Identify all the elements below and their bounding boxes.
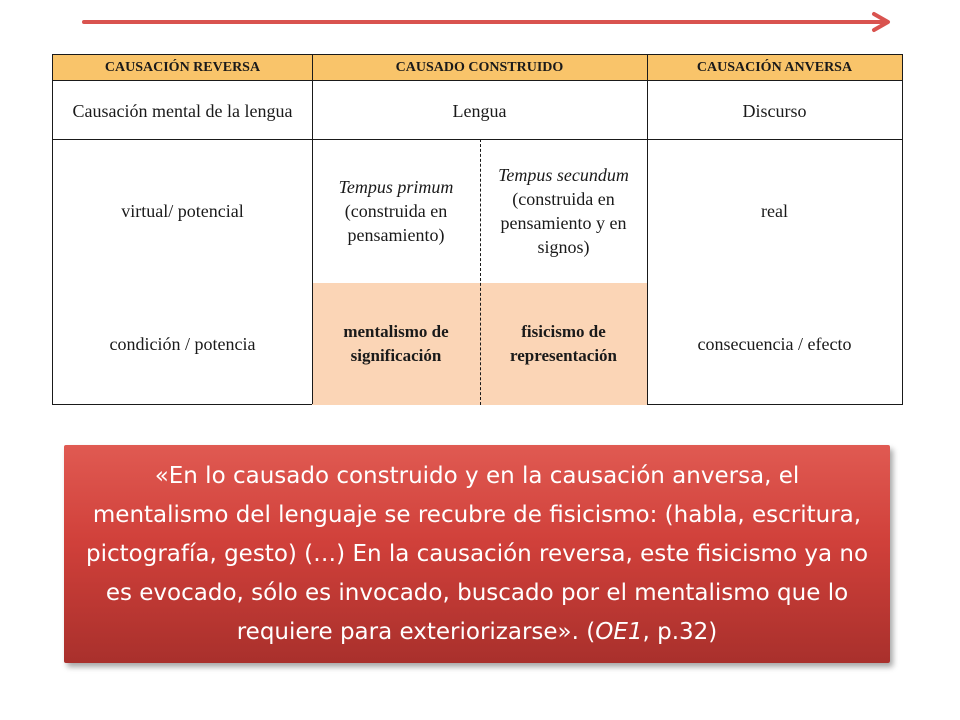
tempus-primum-desc: (construida en pensamiento) xyxy=(344,201,448,245)
row-divider xyxy=(53,139,902,140)
cell-mentalismo: mentalismo de significación xyxy=(343,322,449,365)
quote-text xyxy=(86,457,868,652)
cell-fisicismo: fisicismo de representación xyxy=(509,322,618,365)
cell-consecuencia-efecto: consecuencia / efecto xyxy=(697,334,852,354)
header-causado-construido: CAUSADO CONSTRUIDO xyxy=(312,55,647,81)
arrow-right-icon xyxy=(0,0,960,50)
quote-box xyxy=(64,445,890,663)
causation-table xyxy=(52,54,903,405)
cell-tempus-secundum xyxy=(480,141,647,281)
tempus-secundum-desc: (construida en pensamiento y en signos) xyxy=(500,189,627,257)
cell-tempus-primum xyxy=(312,141,480,281)
quote-source: OE1 xyxy=(595,618,643,645)
cell-lengua: Lengua xyxy=(452,100,507,121)
quote-body: «En lo causado construido y en la causación anversa, el mentalismo del lenguaje se recubre de fisicismo: (habla, escritura, pictografía, gesto) (…) En la causación reversa, este fisicismo ya no es evocado, sólo es invocado, buscado por el mentalismo que lo requiere para exteriorizarse». ( xyxy=(86,462,869,645)
tempus-secundum-title: Tempus secundum xyxy=(498,165,629,185)
header-causacion-reversa: CAUSACIÓN REVERSA xyxy=(53,55,312,81)
tempus-primum-title: Tempus primum xyxy=(338,177,454,197)
cell-discurso: Discurso xyxy=(742,100,807,121)
cell-causacion-mental: Causación mental de la lengua xyxy=(72,100,293,121)
cell-virtual-potencial: virtual/ potencial xyxy=(121,201,244,221)
quote-page: , p.32) xyxy=(642,618,718,645)
cell-condicion-potencia: condición / potencia xyxy=(109,334,256,354)
cell-real: real xyxy=(761,201,788,221)
header-causacion-anversa: CAUSACIÓN ANVERSA xyxy=(647,55,902,81)
